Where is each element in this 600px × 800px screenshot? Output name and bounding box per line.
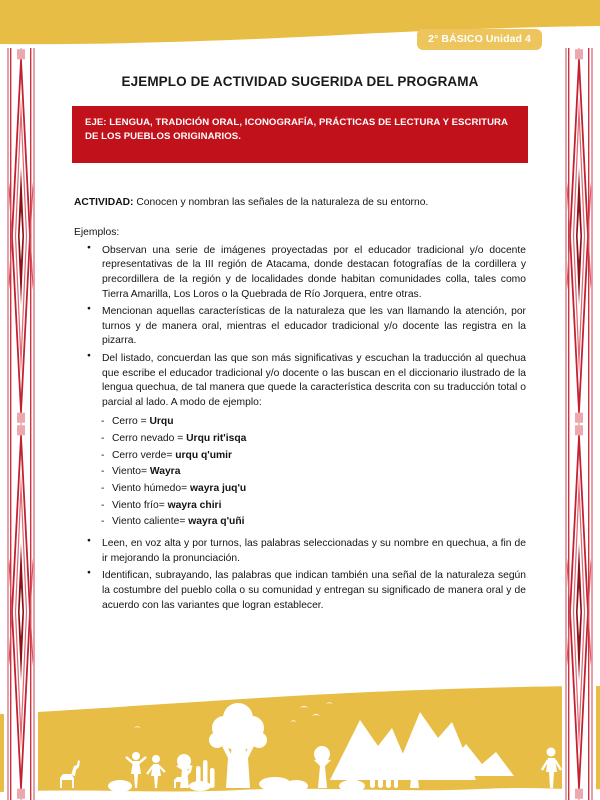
list-item <box>112 481 554 498</box>
quechua-translation-list <box>46 414 554 531</box>
quechua-term: Wayra <box>149 466 181 478</box>
list-item: ● Leen, en voz alta y por turnos, las palabras seleccionadas y su nombre en quechua, a fin de ir mejorando la pronunciación. <box>102 537 526 566</box>
list-item: ● Mencionan aquellas características de la naturaleza que les van llamando la atención, por turnos y de manera oral, mientras el educador tradicional y/o docente las registra en la pizarra. <box>102 305 526 349</box>
list-item <box>112 448 554 465</box>
list-item <box>112 498 554 515</box>
quechua-term: wayra chiri <box>167 499 222 511</box>
list-item <box>112 431 554 448</box>
spanish-term: Viento= <box>112 466 150 478</box>
list-item <box>112 514 554 531</box>
footer-landscape-band <box>0 660 600 800</box>
quechua-term: wayra q'uñi <box>188 516 245 528</box>
list-item: ● Observan una serie de imágenes proyectadas por el educador tradicional y/o docente representativas de la III región de Atacama, donde destacan fotografías de la cordillera y precordillera de la región y de localidades donde habitan comunidades colla, tales como Tierra Amarilla, Los Loros o la Quebrada de Río Jorquera, entre otras. <box>102 244 526 302</box>
activity-text: Conocen y nombran las señales de la naturaleza de su entorno. <box>133 196 429 208</box>
quechua-term: urqu q'umir <box>175 449 233 461</box>
spanish-term: Viento frío= <box>112 499 168 511</box>
activity-line <box>74 196 526 211</box>
closing-bullet-list <box>74 537 526 613</box>
spanish-term: Cerro = <box>112 416 150 428</box>
spanish-term: Cerro nevado = <box>112 433 187 445</box>
quechua-term: Urqu <box>149 416 174 428</box>
document-content <box>46 48 554 616</box>
spanish-term: Viento húmedo= <box>112 483 190 495</box>
spanish-term: Viento caliente= <box>112 516 189 528</box>
examples-label: Ejemplos: <box>74 226 120 238</box>
spanish-term: Cerro verde= <box>112 449 176 461</box>
activity-label: ACTIVIDAD: <box>74 196 134 208</box>
left-woven-border <box>4 48 38 800</box>
unit-badge: 2° BÁSICO Unidad 4 <box>417 29 542 50</box>
page-title: EJEMPLO DE ACTIVIDAD SUGERIDA DEL PROGRAMA <box>121 74 479 89</box>
list-item <box>112 414 554 431</box>
quechua-term: Urqu rit'isqa <box>186 433 247 445</box>
quechua-term: wayra juq'u <box>189 483 247 495</box>
main-bullet-list <box>74 244 526 411</box>
right-woven-border <box>562 48 596 800</box>
list-item: ● Del listado, concuerdan las que son más significativas y escuchan la traducción al quechua que escribe el educador tradicional y/o docente o las buscan en el diccionario ilustrado de la lengua quechua, de tal manera que quede la característica descrita con su traducción total o parcial al lado. A modo de ejemplo: <box>102 352 526 410</box>
list-item <box>112 464 554 481</box>
list-item: ● Identifican, subrayando, las palabras que indican también una señal de la naturaleza según la costumbre del pueblo colla o su comunidad y entregan su significado de manera oral y de acuerdo con las variantes que logran establecer. <box>102 569 526 613</box>
eje-banner: EJE: LENGUA, TRADICIÓN ORAL, ICONOGRAFÍA, PRÁCTICAS DE LECTURA Y ESCRITURA DE LOS PUEBLOS ORIGINARIOS. <box>72 106 528 163</box>
